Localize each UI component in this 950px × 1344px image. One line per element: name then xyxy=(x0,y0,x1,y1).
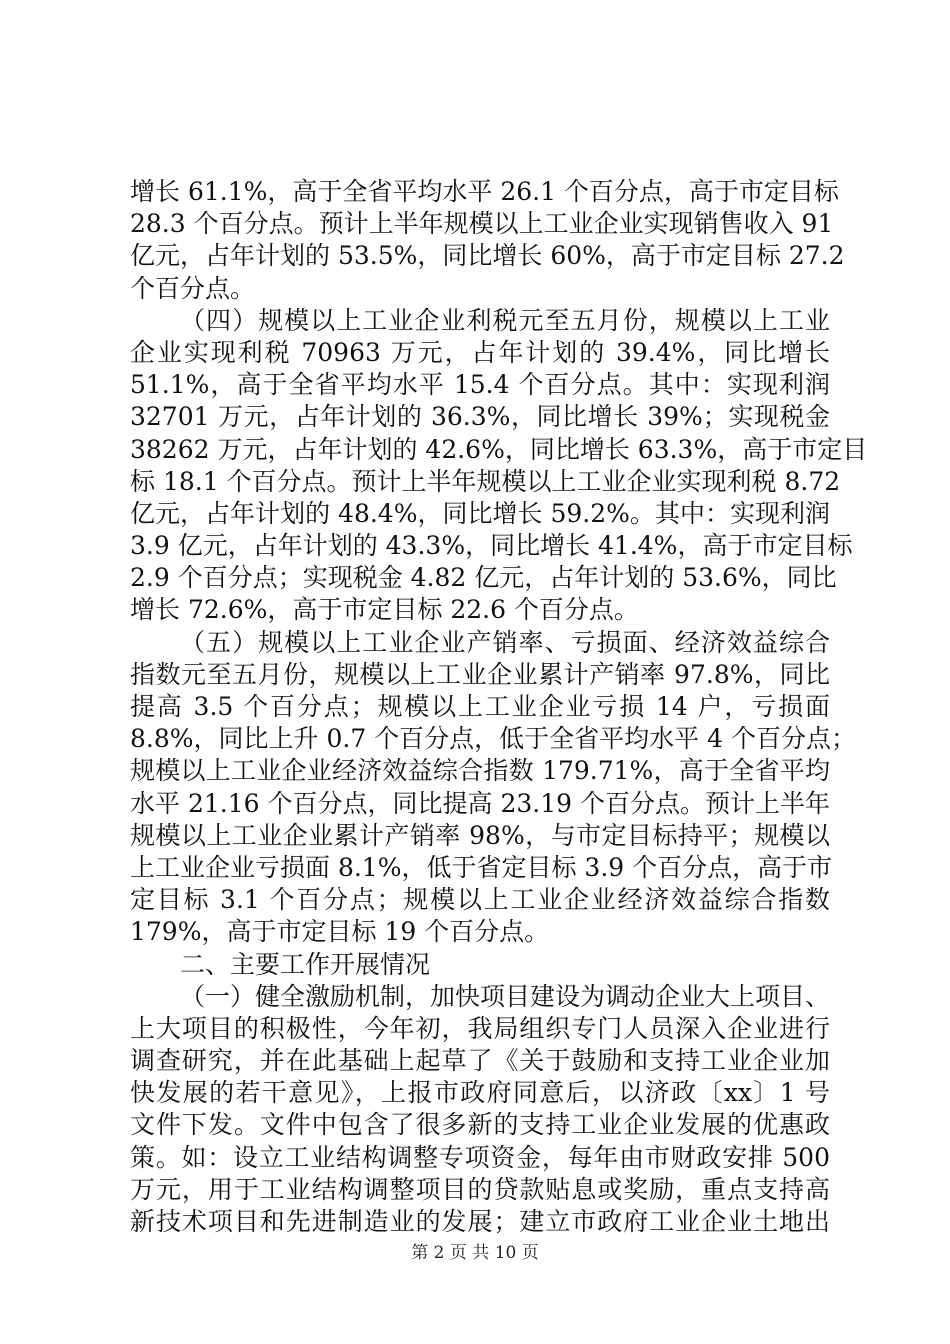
text-line: 上大项目的积极性，今年初，我局组织专门人员深入企业进行 xyxy=(130,1013,830,1043)
text-line: 企业实现利税 70963 万元，占年计划的 39.4%，同比增长 xyxy=(130,337,830,367)
text-line: 2.9 个百分点；实现税金 4.82 亿元，占年计划的 53.6%，同比 xyxy=(130,563,837,593)
text-line: 51.1%，高于全省平均水平 15.4 个百分点。其中：实现利润 xyxy=(130,370,830,400)
text-line: 亿元，占年计划的 48.4%，同比增长 59.2%。其中：实现利润 xyxy=(130,498,830,528)
text-line: 规模以上工业企业累计产销率 98%，与市定目标持平；规模以 xyxy=(130,820,830,850)
text-line: 标 18.1 个百分点。预计上半年规模以上工业企业实现利税 8.72 xyxy=(130,466,841,496)
text-line: 3.9 亿元，占年计划的 43.3%，同比增长 41.4%，高于市定目标 xyxy=(130,531,853,561)
text-line: 增长 61.1%，高于全省平均水平 26.1 个百分点，高于市定目标 xyxy=(130,177,839,206)
text-line: 指数元至五月份，规模以上工业企业累计产销率 97.8%，同比 xyxy=(130,659,830,689)
text-line: 32701 万元，占年计划的 36.3%，同比增长 39%；实现税金 xyxy=(130,402,830,432)
text-line: 快发展的若干意见》，上报市政府同意后，以济政〔xx〕1 号 xyxy=(130,1078,830,1108)
text-line: 179%，高于市定目标 19 个百分点。 xyxy=(130,917,550,947)
text-line: 规模以上工业企业经济效益综合指数 179.71%，高于全省平均 xyxy=(130,756,830,786)
document-body xyxy=(130,176,868,1238)
page-footer xyxy=(0,1242,950,1264)
text-line: 38262 万元，占年计划的 42.6%，同比增长 63.3%，高于市定目 xyxy=(130,434,868,464)
text-line: 定目标 3.1 个百分点；规模以上工业企业经济效益综合指数 xyxy=(130,885,830,915)
text-line: 水平 21.16 个百分点，同比提高 23.19 个百分点。预计上半年 xyxy=(130,788,830,818)
text-line: 提高 3.5 个百分点；规模以上工业企业亏损 14 户，亏损面 xyxy=(130,692,830,721)
section-heading-line: （四）规模以上工业企业利税元至五月份，规模以上工业 xyxy=(180,305,830,335)
text-line: 个百分点。 xyxy=(130,273,256,303)
page-number-label: 第 2 页 共 10 页 xyxy=(411,1243,539,1263)
section-heading-line: （一）健全激励机制，加快项目建设为调动企业大上项目、 xyxy=(180,981,831,1011)
text-line: 28.3 个百分点。预计上半年规模以上工业企业实现销售收入 91 xyxy=(130,209,834,239)
text-line: 8.8%，同比上升 0.7 个百分点，低于全省平均水平 4 个百分点； xyxy=(130,724,856,754)
text-line: 上工业企业亏损面 8.1%，低于省定目标 3.9 个百分点，高于市 xyxy=(130,852,833,882)
text-line: 亿元，占年计划的 53.5%，同比增长 60%，高于市定目标 27.2 xyxy=(130,241,845,271)
chapter-heading: 二、主要工作开展情况 xyxy=(180,949,431,979)
text-line: 文件下发。文件中包含了很多新的支持工业企业发展的优惠政 xyxy=(130,1110,830,1140)
text-line: 新技术项目和先进制造业的发展；建立市政府工业企业土地出 xyxy=(130,1207,830,1236)
text-line: 调查研究，并在此基础上起草了《关于鼓励和支持工业企业加 xyxy=(130,1046,830,1076)
text-line: 增长 72.6%，高于市定目标 22.6 个百分点。 xyxy=(130,595,639,625)
text-line: 策。如：设立工业结构调整专项资金，每年由市财政安排 500 xyxy=(130,1142,830,1172)
text-line: 万元，用于工业结构调整项目的贷款贴息或奖励，重点支持高 xyxy=(130,1174,830,1204)
section-heading-line: （五）规模以上工业企业产销率、亏损面、经济效益综合 xyxy=(180,627,830,657)
